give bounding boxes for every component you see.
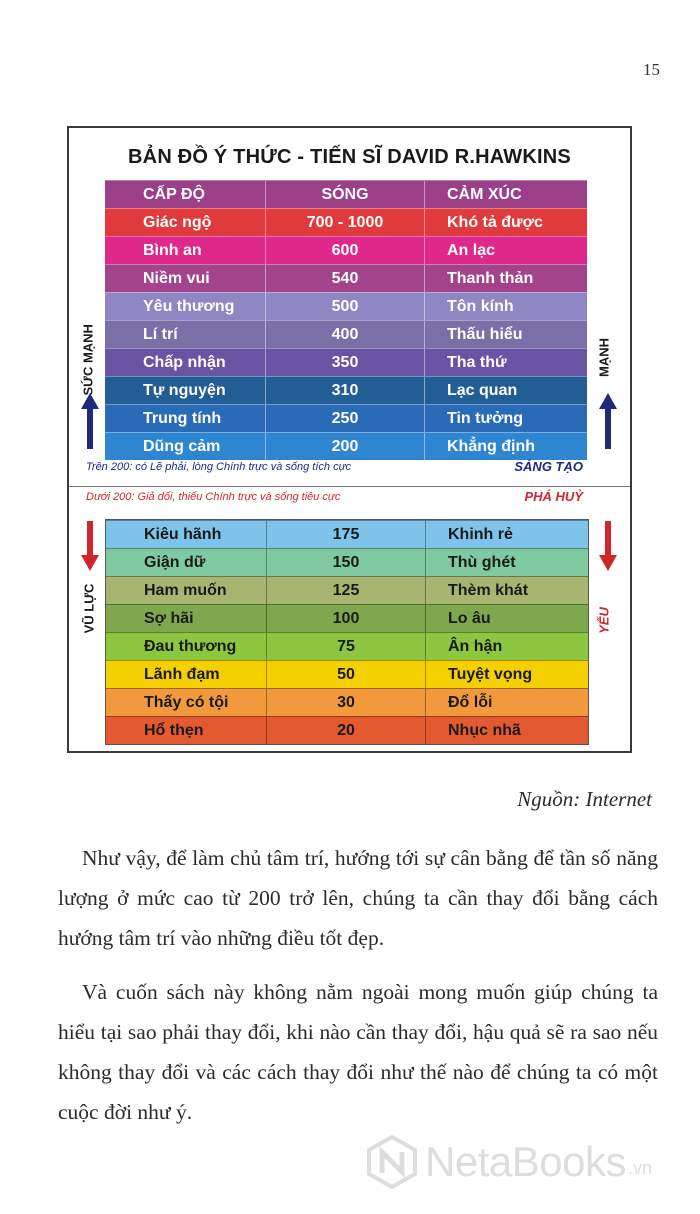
note-below-200: Dưới 200: Giả dối, thiếu Chính trực và sống tiêu cực	[86, 491, 341, 503]
level-cell: Chấp nhận	[143, 354, 226, 371]
arrow-down-right-icon	[599, 521, 617, 571]
arrow-down-left-icon	[81, 521, 99, 571]
level-cell: Đau thương	[144, 638, 237, 655]
table-row	[105, 292, 587, 320]
wave-cell: 310	[265, 377, 425, 404]
level-cell: Dũng cảm	[143, 438, 221, 455]
table-row	[106, 660, 588, 688]
emotion-cell: Thanh thản	[447, 270, 534, 287]
emotion-cell: Nhục nhã	[448, 722, 521, 739]
table-row	[105, 320, 587, 348]
tag-destructive: PHÁ HUỶ	[524, 489, 583, 504]
level-cell: Trung tính	[143, 410, 222, 427]
table-row	[106, 548, 588, 576]
consciousness-map-figure	[67, 126, 632, 753]
wave-cell: 540	[265, 265, 425, 292]
level-cell: Giận dữ	[144, 554, 206, 571]
table-row	[105, 264, 587, 292]
emotion-cell: Tha thứ	[447, 354, 507, 371]
table-row	[106, 520, 588, 548]
label-power: SỨC MẠNH	[80, 324, 96, 396]
lower-levels-table	[105, 519, 589, 745]
level-cell: Lí trí	[143, 326, 178, 343]
wave-cell: 150	[266, 549, 426, 576]
wave-cell: 30	[266, 689, 426, 716]
wave-cell: 50	[266, 661, 426, 688]
source-caption: Nguồn: Internet	[517, 787, 652, 811]
level-cell: Sợ hãi	[144, 610, 194, 627]
level-cell: Lãnh đạm	[144, 666, 220, 683]
level-cell: Tự nguyện	[143, 382, 226, 399]
level-cell: Hổ thẹn	[144, 722, 204, 739]
wave-cell: 100	[266, 605, 426, 632]
page-number: 15	[643, 60, 660, 79]
emotion-cell: Khẳng định	[447, 438, 535, 455]
table-row	[105, 208, 587, 236]
level-cell: Giác ngộ	[143, 214, 212, 231]
wave-cell: 125	[266, 577, 426, 604]
emotion-cell: Thấu hiểu	[447, 326, 523, 343]
figure-title: BẢN ĐỒ Ý THỨC - TIẾN SĨ DAVID R.HAWKINS	[128, 146, 571, 168]
emotion-cell: Khinh rẻ	[448, 526, 513, 543]
wave-cell: 600	[265, 237, 425, 264]
emotion-cell: Lo âu	[448, 610, 491, 627]
arrow-up-left-icon	[81, 393, 99, 449]
table-header-row	[105, 180, 587, 208]
emotion-cell: Thèm khát	[448, 582, 529, 599]
watermark-name: NetaBooks	[425, 1138, 626, 1185]
emotion-cell: Thù ghét	[448, 554, 516, 571]
wave-cell: 20	[266, 717, 426, 744]
table-row	[105, 404, 587, 432]
emotion-cell: Ân hận	[448, 638, 503, 655]
wave-cell: 400	[265, 321, 425, 348]
tag-creative: SÁNG TẠO	[514, 459, 583, 474]
level-cell: Kiêu hãnh	[144, 526, 222, 543]
level-cell: Ham muốn	[144, 582, 227, 599]
emotion-cell: Tôn kính	[447, 298, 514, 315]
label-force: VŨ LỰC	[81, 583, 97, 634]
level-cell: Niềm vui	[143, 270, 210, 287]
header-emotion: CẢM XÚC	[447, 186, 522, 203]
emotion-cell: Đổ lỗi	[448, 694, 493, 711]
watermark	[365, 1135, 652, 1189]
level-cell: Yêu thương	[143, 298, 235, 315]
table-row	[105, 348, 587, 376]
upper-levels-table	[105, 180, 587, 460]
table-row	[106, 632, 588, 660]
wave-cell: 175	[266, 521, 426, 548]
wave-cell: 250	[265, 405, 425, 432]
body-paragraph: Như vậy, để làm chủ tâm trí, hướng tới sự cân bằng để tần số năng lượng ở mức cao từ 200 trở lên, chúng ta cần thay đổi bằng cách hướng tâm trí vào những điều tốt đẹp.	[58, 846, 658, 950]
level-cell: Thấy có tội	[144, 694, 229, 711]
wave-cell: 75	[266, 633, 426, 660]
label-strong: MẠNH	[596, 338, 612, 377]
header-level: CẤP ĐỘ	[143, 186, 205, 203]
label-weak: YẾU	[596, 607, 612, 634]
divider-line	[69, 486, 630, 487]
emotion-cell: Lạc quan	[447, 382, 518, 399]
wave-cell: 200	[265, 433, 425, 460]
wave-cell: 350	[265, 349, 425, 376]
emotion-cell: Khó tả được	[447, 214, 543, 231]
table-row	[106, 716, 588, 744]
table-row	[105, 432, 587, 460]
wave-cell: 500	[265, 293, 425, 320]
emotion-cell: Tin tưởng	[447, 410, 523, 427]
wave-cell: 700 - 1000	[265, 209, 425, 236]
note-above-200: Trên 200: có Lẽ phải, lòng Chính trực và sống tích cực	[86, 461, 352, 473]
table-row	[106, 576, 588, 604]
table-row	[105, 376, 587, 404]
header-wave: SÓNG	[265, 181, 425, 208]
arrow-up-right-icon	[599, 393, 617, 449]
table-row	[105, 236, 587, 264]
table-row	[106, 688, 588, 716]
watermark-suffix: .vn	[627, 1157, 652, 1178]
emotion-cell: An lạc	[447, 242, 496, 259]
table-row	[106, 604, 588, 632]
netabooks-logo-icon	[365, 1135, 419, 1189]
level-cell: Bình an	[143, 242, 202, 259]
body-paragraph: Và cuốn sách này không nằm ngoài mong muốn giúp chúng ta hiểu tại sao phải thay đổi, khi nào cần thay đổi, hậu quả sẽ ra sao nếu không thay đổi và các cách thay đổi như thế nào để chúng ta có một cuộc đời như ý.	[58, 980, 658, 1124]
emotion-cell: Tuyệt vọng	[448, 666, 533, 683]
